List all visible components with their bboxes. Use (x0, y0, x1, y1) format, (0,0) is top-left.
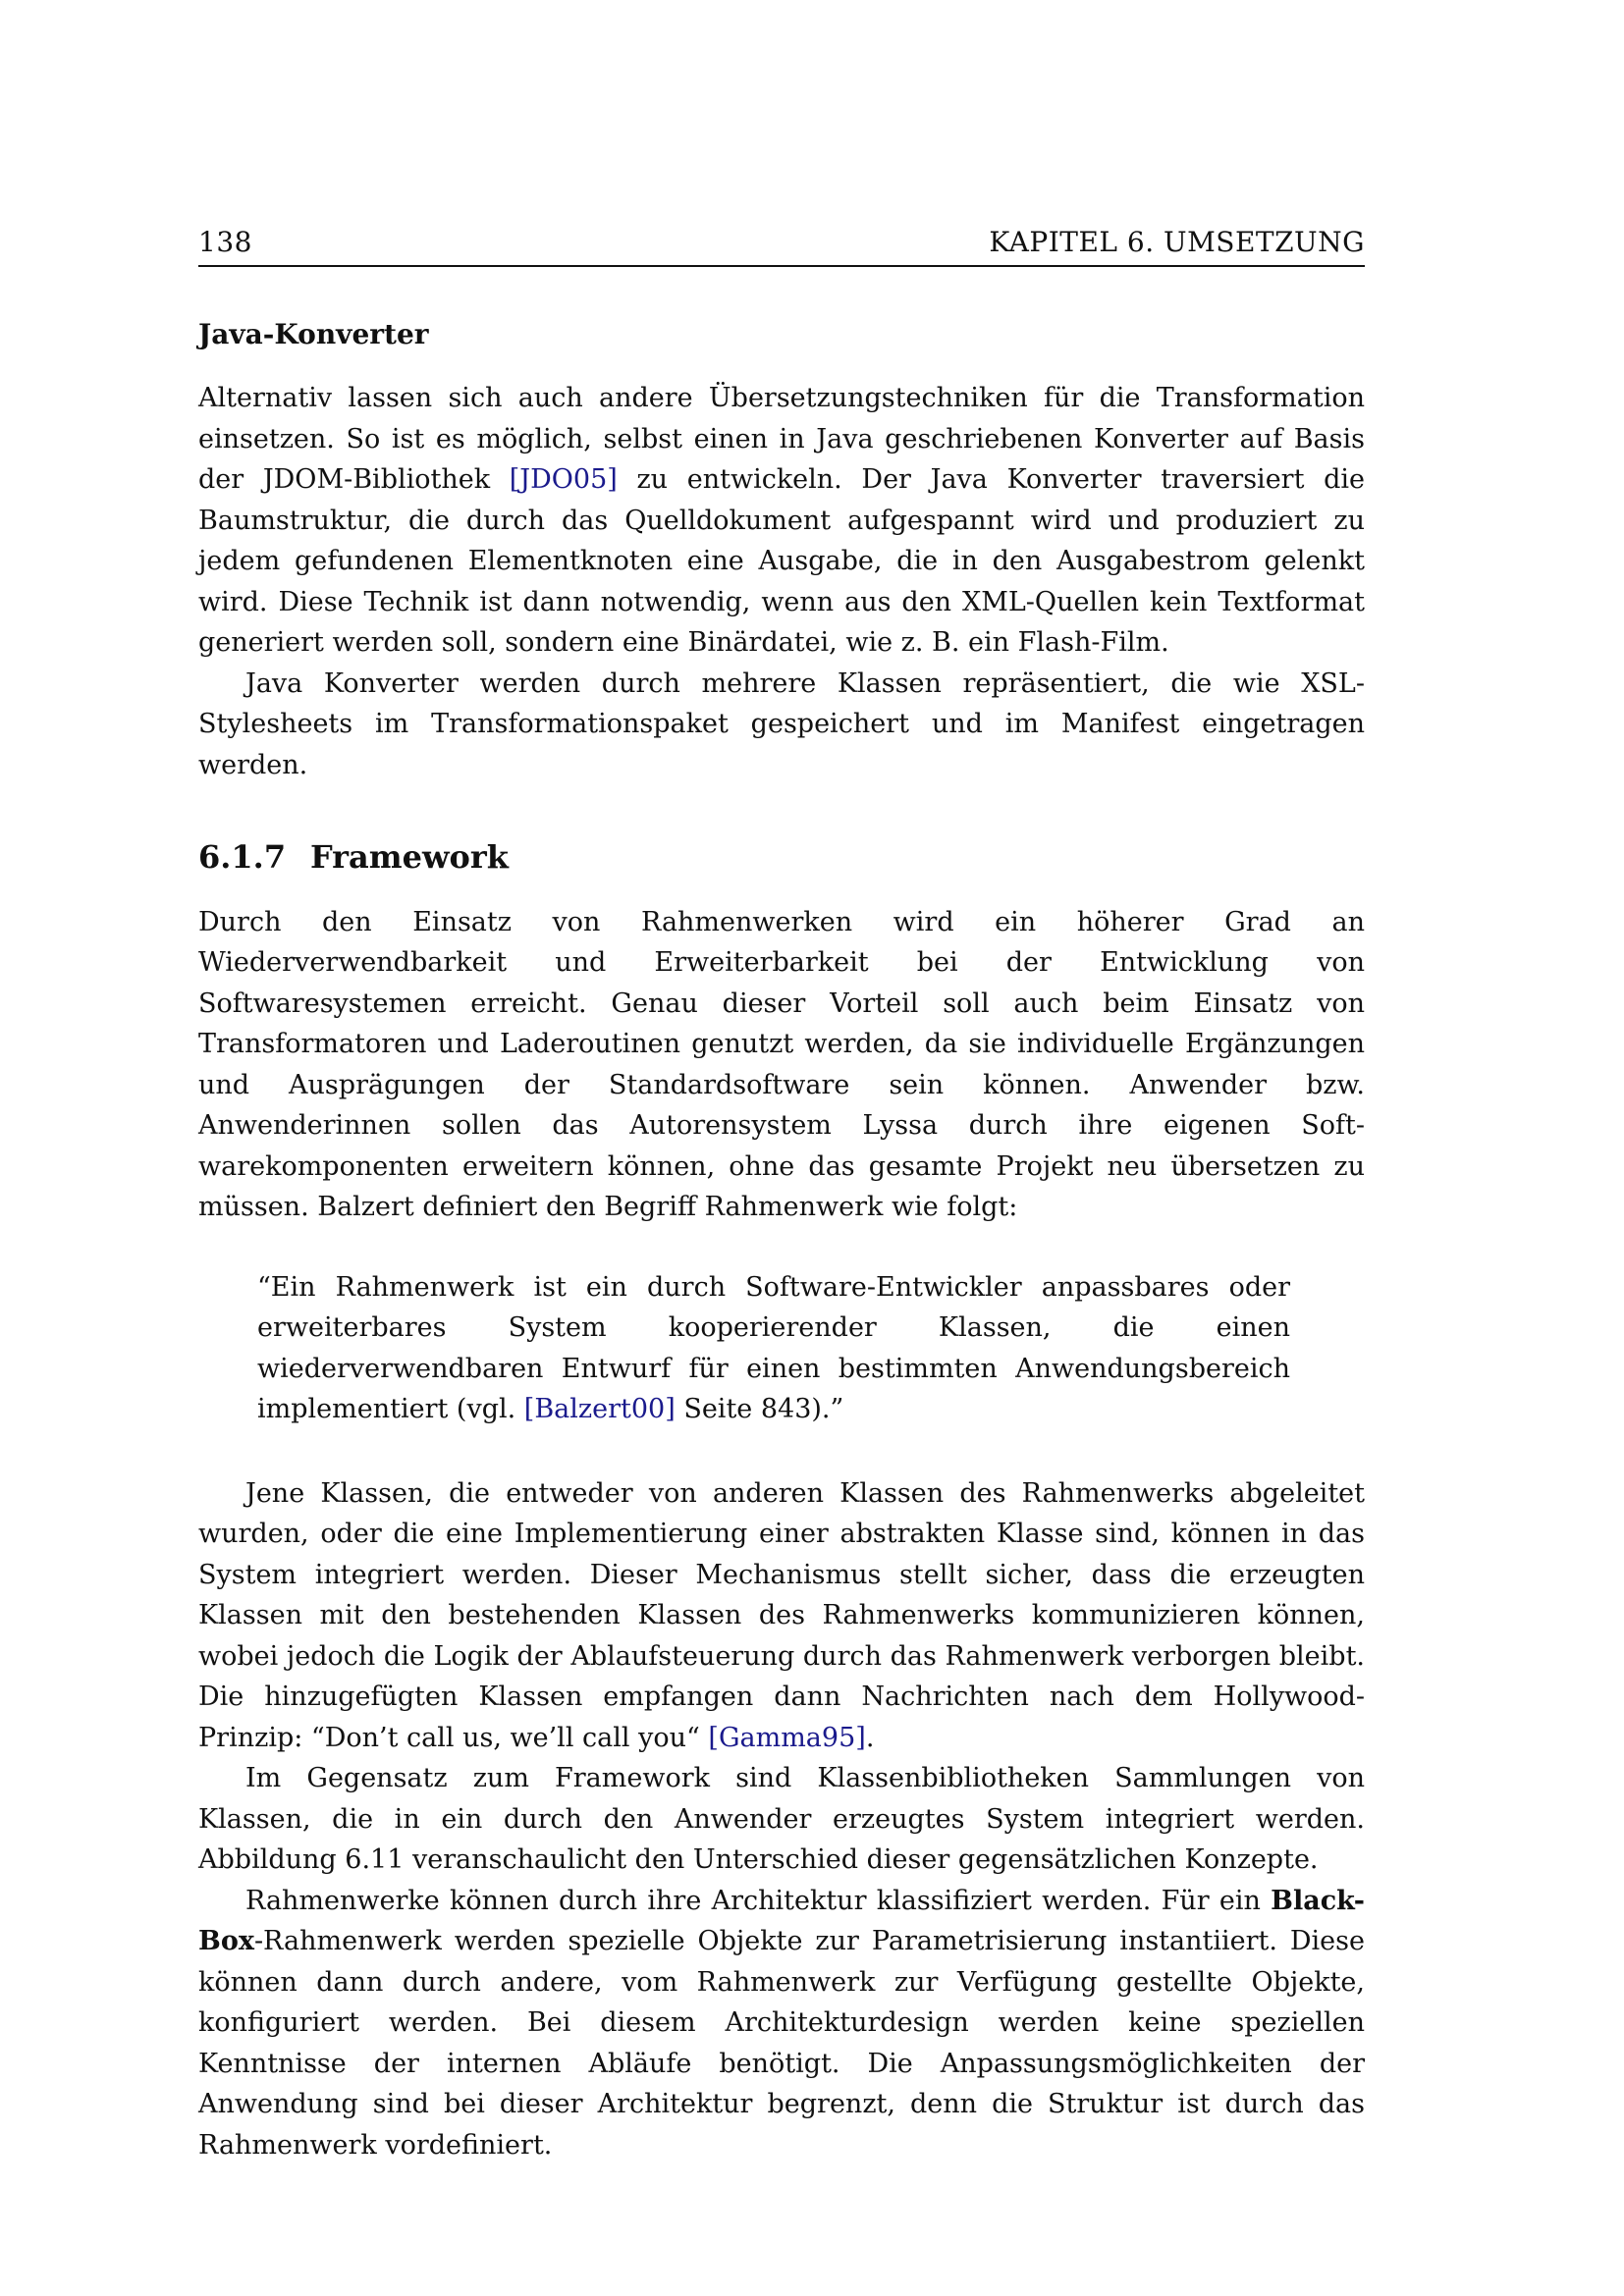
java-konverter-paragraph-2: Java Konverter werden durch mehrere Klassen repräsentiert, die wie XSL-Stylesheets im Transformationspaket gespeichert und im Manifest eingetragen werden. (198, 667, 1365, 780)
quote-part: “Ein Rahmenwerk ist ein durch Software-Entwickler anpassbares oder erweiterbares System kooperierender Klassen, die einen wiederverwendbaren Entwurf für einen bestimmten Anwendungsbereich implementiert (vgl. (257, 1271, 1290, 1425)
citation-jdo05[interactable]: [JDO05] (509, 464, 618, 496)
citation-gamma95[interactable]: [Gamma95] (708, 1722, 866, 1753)
running-head (198, 226, 1365, 267)
section-number: 6.1.7 (198, 838, 287, 877)
chapter-title: KAPITEL 6. UMSETZUNG (989, 226, 1365, 258)
quote-part: Seite 843).” (675, 1394, 844, 1425)
paragraph-text: Rahmenwerke können durch ihre Architektur klassifiziert werden. Für ein (245, 1885, 1272, 1916)
paragraph-text: Jene Klassen, die entweder von anderen Klassen des Rahmenwerks abgeleitet wurden, oder die eine Implementierung einer abstrakten Klasse sind, können in das System integriert werden. Dieser Mechanismus stellt sicher, dass die erzeugten Klassen mit den bestehenden Klassen des Rahmenwerks kommunizieren können, wobei jedoch die Logik der Ablaufsteuerung durch das Rahmenwerk verborgen bleibt. Die hinzugefügten Klassen empfangen dann Nachrichten nach dem Hollywood-Prinzip: “Don’t call us, we’ll call you“ (198, 1477, 1365, 1753)
page-number: 138 (198, 226, 252, 258)
quote-text (257, 1267, 1290, 1430)
section-title-text: Framework (310, 838, 509, 877)
framework-paragraph-3: Im Gegensatz zum Framework sind Klassenbibliotheken Sammlungen von Klassen, die in ein durch den Anwender erzeugtes System integriert werden. Abbildung 6.11 veranschaulicht den Unterschied dieser gegensätzlichen Konzepte. (198, 1763, 1365, 1876)
framework-paragraph-2 (198, 1473, 1365, 1759)
paragraph-text: . (865, 1722, 875, 1753)
framework-paragraph-4 (198, 1881, 1365, 2166)
java-konverter-heading: Java-Konverter (198, 317, 429, 350)
paragraph-text: zu entwickeln. Der Java Konverter traversiert die Baumstruktur, die durch das Quelldokument aufgespannt wird und produziert zu jedem gefundenen Elementknoten eine Ausgabe, die in den Ausgabestrom gelenkt wird. Diese Technik ist dann notwendig, wenn aus den XML-Quellen kein Textformat generiert werden soll, sondern eine Binärdatei, wie z. B. ein Flash-Film. (198, 464, 1365, 659)
paragraph-text: -Rahmenwerk werden spezielle Objekte zur Parametrisierung instantiiert. Diese können dann durch andere, vom Rahmenwerk zur Verfügung gestellte Objekte, konfiguriert werden. Bei diesem Architekturdesign werden keine speziellen Kenntnisse der internen Abläufe benötigt. Die Anpassungsmöglichkeiten der Anwendung sind bei dieser Architektur begrenzt, denn die Struktur ist durch das Rahmenwerk vordefiniert. (198, 1926, 1365, 2161)
section-title-framework (198, 838, 1365, 876)
balzert-quote (257, 1267, 1290, 1430)
black-box-term: Black-Box (198, 1885, 1365, 1957)
paragraph-text: Alternativ lassen sich auch andere Übersetzungstechniken für die Transformation einsetzen. So ist es möglich, selbst einen in Java geschriebenen Konverter auf Basis der JDOM-Bibliothek (198, 383, 1365, 496)
framework-paragraph-1: Durch den Einsatz von Rahmenwerken wird ein höherer Grad an Wiederverwendbarkeit und Erweiterbarkeit bei der Entwicklung von Softwaresystemen erreicht. Genau dieser Vorteil soll auch beim Einsatz von Transformatoren und Laderoutinen genutzt werden, da sie individuelle Ergänzungen und Ausprägungen der Standardsoftware sein können. Anwender bzw. Anwenderinnen sollen das Autorensystem Lyssa durch ihre eigenen Softwarekomponenten erweitern können, ohne das gesamte Projekt neu übersetzen zu müssen. Balzert definiert den Begriff Rahmenwerk wie folgt: (198, 906, 1365, 1223)
citation-balzert00[interactable]: [Balzert00] (523, 1394, 676, 1425)
java-konverter-paragraph-1 (198, 378, 1365, 664)
page (198, 226, 1365, 2165)
